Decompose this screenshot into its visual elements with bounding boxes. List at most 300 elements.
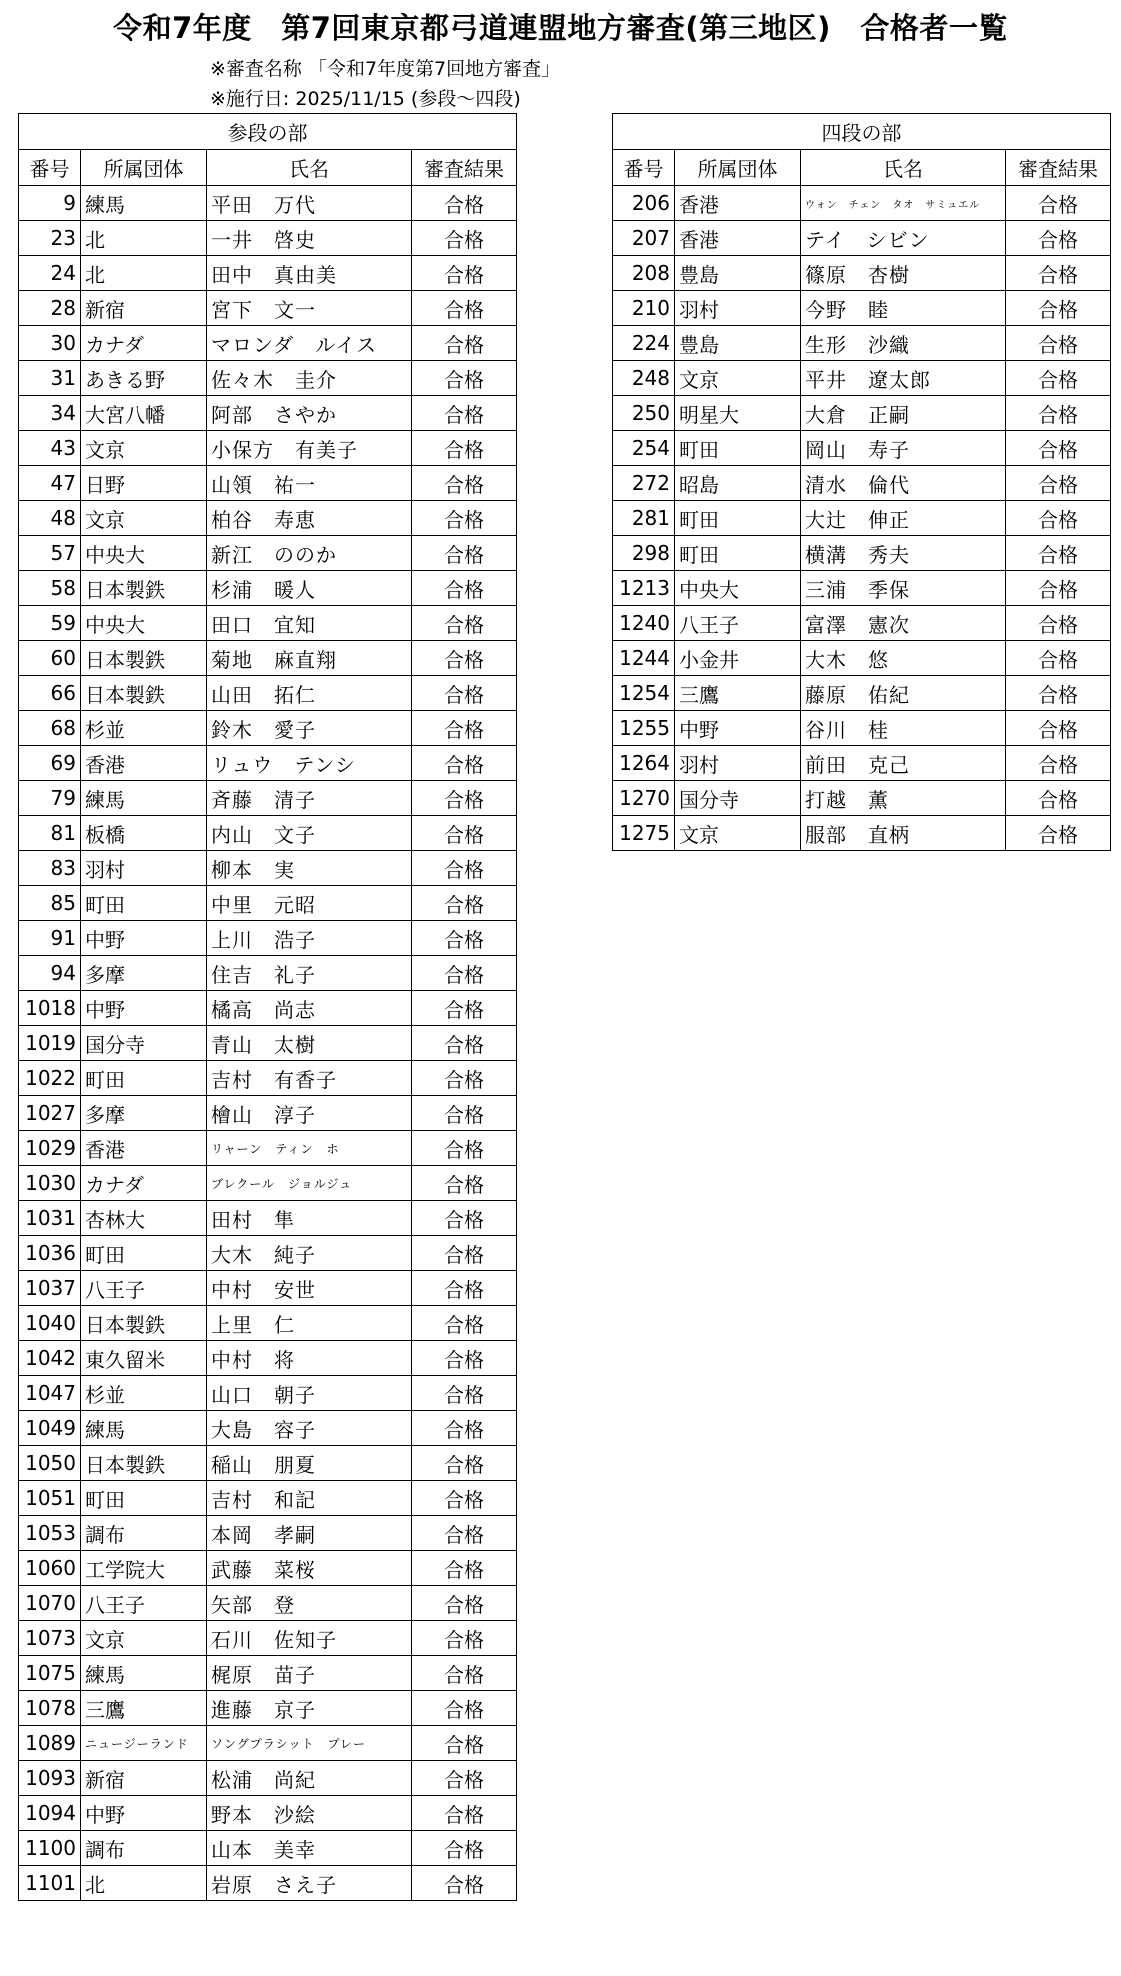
entry-number: 1270 (613, 781, 675, 816)
organization: 新宿 (81, 291, 207, 326)
entry-number: 1075 (19, 1656, 81, 1691)
exam-result: 合格 (1006, 746, 1111, 781)
table-row (19, 1341, 517, 1376)
entry-number: 43 (19, 431, 81, 466)
table-row (19, 431, 517, 466)
organization: 北 (81, 1866, 207, 1901)
entry-number: 69 (19, 746, 81, 781)
table-row (19, 1376, 517, 1411)
exam-result: 合格 (1006, 186, 1111, 221)
entry-number: 210 (613, 291, 675, 326)
organization: 杏林大 (81, 1201, 207, 1236)
section-title-row (19, 114, 517, 150)
exam-result: 合格 (1006, 816, 1111, 851)
column-header: 所属団体 (675, 150, 801, 186)
organization: 北 (81, 256, 207, 291)
organization: 八王子 (81, 1271, 207, 1306)
table-row (19, 1131, 517, 1166)
organization: 町田 (81, 1061, 207, 1096)
organization: 豊島 (675, 326, 801, 361)
table-row (19, 1551, 517, 1586)
table-row (19, 1236, 517, 1271)
member-name: 梶原 苗子 (207, 1656, 412, 1691)
member-name: 上里 仁 (207, 1306, 412, 1341)
table-row (19, 676, 517, 711)
entry-number: 81 (19, 816, 81, 851)
table-row (19, 641, 517, 676)
table-row (613, 291, 1111, 326)
exam-result: 合格 (412, 1656, 517, 1691)
organization: 文京 (81, 1621, 207, 1656)
column-header: 番号 (19, 150, 81, 186)
organization: 羽村 (81, 851, 207, 886)
table-row (19, 1586, 517, 1621)
exam-result: 合格 (412, 1516, 517, 1551)
organization: 日本製鉄 (81, 571, 207, 606)
table-row (613, 256, 1111, 291)
member-name: 橘高 尚志 (207, 991, 412, 1026)
entry-number: 1037 (19, 1271, 81, 1306)
member-name: 鈴木 愛子 (207, 711, 412, 746)
exam-result: 合格 (1006, 466, 1111, 501)
exam-result: 合格 (1006, 501, 1111, 536)
member-name: 山田 拓仁 (207, 676, 412, 711)
member-name: 檜山 淳子 (207, 1096, 412, 1131)
member-name: 宮下 文一 (207, 291, 412, 326)
member-name: 中里 元昭 (207, 886, 412, 921)
exam-result: 合格 (412, 921, 517, 956)
member-name: リュウ テンシ (207, 746, 412, 781)
table-row (613, 536, 1111, 571)
organization: 中央大 (675, 571, 801, 606)
exam-result: 合格 (412, 1376, 517, 1411)
entry-number: 23 (19, 221, 81, 256)
entry-number: 91 (19, 921, 81, 956)
organization: あきる野 (81, 361, 207, 396)
exam-result: 合格 (1006, 676, 1111, 711)
entry-number: 224 (613, 326, 675, 361)
entry-number: 1213 (613, 571, 675, 606)
exam-result: 合格 (412, 1271, 517, 1306)
organization: 国分寺 (675, 781, 801, 816)
table-row (19, 466, 517, 501)
organization: 香港 (675, 186, 801, 221)
sandan-results-table (18, 113, 517, 1901)
organization: ニュージーランド (81, 1726, 207, 1761)
table-row (19, 256, 517, 291)
member-name: 上川 浩子 (207, 921, 412, 956)
organization: 町田 (81, 1236, 207, 1271)
exam-result: 合格 (412, 536, 517, 571)
table-row (19, 326, 517, 361)
table-row (613, 781, 1111, 816)
organization: 中野 (675, 711, 801, 746)
section-title: 参段の部 (19, 114, 517, 150)
table-row (19, 606, 517, 641)
table-row (19, 781, 517, 816)
organization: 町田 (675, 536, 801, 571)
exam-result: 合格 (1006, 221, 1111, 256)
exam-result: 合格 (1006, 711, 1111, 746)
organization: 新宿 (81, 1761, 207, 1796)
exam-result: 合格 (412, 1236, 517, 1271)
member-name: 今野 睦 (801, 291, 1006, 326)
entry-number: 1042 (19, 1341, 81, 1376)
section-title: 四段の部 (613, 114, 1111, 150)
entry-number: 48 (19, 501, 81, 536)
entry-number: 250 (613, 396, 675, 431)
entry-number: 1073 (19, 1621, 81, 1656)
organization: 町田 (675, 501, 801, 536)
exam-result: 合格 (412, 1096, 517, 1131)
entry-number: 9 (19, 186, 81, 221)
entry-number: 1027 (19, 1096, 81, 1131)
member-name: 中村 安世 (207, 1271, 412, 1306)
table-row (19, 1481, 517, 1516)
member-name: 矢部 登 (207, 1586, 412, 1621)
table-row (19, 186, 517, 221)
exam-result: 合格 (1006, 326, 1111, 361)
table-row (613, 746, 1111, 781)
entry-number: 68 (19, 711, 81, 746)
entry-number: 1047 (19, 1376, 81, 1411)
member-name: マロンダ ルイス (207, 326, 412, 361)
exam-result: 合格 (412, 326, 517, 361)
entry-number: 1040 (19, 1306, 81, 1341)
table-row (19, 956, 517, 991)
organization: カナダ (81, 326, 207, 361)
table-row (19, 1446, 517, 1481)
table-row (19, 1271, 517, 1306)
organization: 三鷹 (675, 676, 801, 711)
member-name: 大辻 伸正 (801, 501, 1006, 536)
exam-result: 合格 (412, 1621, 517, 1656)
member-name: 岡山 寿子 (801, 431, 1006, 466)
entry-number: 1100 (19, 1831, 81, 1866)
member-name: 大木 悠 (801, 641, 1006, 676)
entry-number: 206 (613, 186, 675, 221)
exam-result: 合格 (412, 361, 517, 396)
member-name: 藤原 佑紀 (801, 676, 1006, 711)
table-row (19, 1691, 517, 1726)
table-row (613, 396, 1111, 431)
entry-number: 1255 (613, 711, 675, 746)
exam-result: 合格 (412, 641, 517, 676)
organization: 文京 (675, 361, 801, 396)
table-row (19, 1866, 517, 1901)
exam-result: 合格 (412, 1061, 517, 1096)
entry-number: 1049 (19, 1411, 81, 1446)
exam-result: 合格 (412, 1586, 517, 1621)
table-row (19, 571, 517, 606)
entry-number: 1051 (19, 1481, 81, 1516)
exam-result: 合格 (1006, 256, 1111, 291)
exam-result: 合格 (1006, 641, 1111, 676)
exam-result: 合格 (1006, 781, 1111, 816)
member-name: 田村 隼 (207, 1201, 412, 1236)
organization: 町田 (675, 431, 801, 466)
column-header: 氏名 (801, 150, 1006, 186)
column-header: 審査結果 (412, 150, 517, 186)
entry-number: 1275 (613, 816, 675, 851)
organization: 中央大 (81, 606, 207, 641)
exam-result: 合格 (412, 1341, 517, 1376)
member-name: 本岡 孝嗣 (207, 1516, 412, 1551)
entry-number: 207 (613, 221, 675, 256)
organization: 国分寺 (81, 1026, 207, 1061)
member-name: 稲山 朋夏 (207, 1446, 412, 1481)
organization: 中野 (81, 1796, 207, 1831)
member-name: 岩原 さえ子 (207, 1866, 412, 1901)
exam-result: 合格 (412, 1306, 517, 1341)
member-name: 青山 太樹 (207, 1026, 412, 1061)
exam-result: 合格 (1006, 606, 1111, 641)
table-row (19, 1621, 517, 1656)
member-name: 進藤 京子 (207, 1691, 412, 1726)
organization: 練馬 (81, 781, 207, 816)
table-row (613, 501, 1111, 536)
member-name: 大島 容子 (207, 1411, 412, 1446)
exam-result: 合格 (412, 746, 517, 781)
column-header: 所属団体 (81, 150, 207, 186)
entry-number: 59 (19, 606, 81, 641)
entry-number: 298 (613, 536, 675, 571)
exam-result: 合格 (412, 1481, 517, 1516)
member-name: 柳本 実 (207, 851, 412, 886)
member-name: 山口 朝子 (207, 1376, 412, 1411)
exam-result: 合格 (412, 291, 517, 326)
table-row (613, 431, 1111, 466)
organization: 日本製鉄 (81, 1446, 207, 1481)
exam-result: 合格 (412, 1726, 517, 1761)
member-name: 打越 薫 (801, 781, 1006, 816)
table-row (19, 1061, 517, 1096)
member-name: 前田 克己 (801, 746, 1006, 781)
organization: 工学院大 (81, 1551, 207, 1586)
entry-number: 24 (19, 256, 81, 291)
member-name: 野本 沙絵 (207, 1796, 412, 1831)
entry-number: 281 (613, 501, 675, 536)
table-row (613, 606, 1111, 641)
exam-result: 合格 (1006, 536, 1111, 571)
entry-number: 1240 (613, 606, 675, 641)
entry-number: 66 (19, 676, 81, 711)
entry-number: 1036 (19, 1236, 81, 1271)
entry-number: 1060 (19, 1551, 81, 1586)
table-row (19, 1726, 517, 1761)
entry-number: 1053 (19, 1516, 81, 1551)
organization: 町田 (81, 1481, 207, 1516)
header-row (613, 150, 1111, 186)
member-name: 小保方 有美子 (207, 431, 412, 466)
entry-number: 1089 (19, 1726, 81, 1761)
entry-number: 28 (19, 291, 81, 326)
member-name: ブレクール ジョルジュ (207, 1166, 412, 1201)
table-row (19, 1761, 517, 1796)
table-row (19, 221, 517, 256)
entry-number: 1078 (19, 1691, 81, 1726)
organization: 多摩 (81, 956, 207, 991)
organization: 大宮八幡 (81, 396, 207, 431)
exam-result: 合格 (1006, 361, 1111, 396)
entry-number: 1264 (613, 746, 675, 781)
exam-result: 合格 (412, 571, 517, 606)
table-row (613, 186, 1111, 221)
exam-result: 合格 (412, 1866, 517, 1901)
table-row (19, 1096, 517, 1131)
entry-number: 1244 (613, 641, 675, 676)
table-row (19, 921, 517, 956)
table-row (19, 536, 517, 571)
member-name: 佐々木 圭介 (207, 361, 412, 396)
exam-result: 合格 (412, 186, 517, 221)
exam-result: 合格 (412, 1166, 517, 1201)
member-name: 大木 純子 (207, 1236, 412, 1271)
entry-number: 34 (19, 396, 81, 431)
organization: 北 (81, 221, 207, 256)
organization: 三鷹 (81, 1691, 207, 1726)
entry-number: 94 (19, 956, 81, 991)
exam-result: 合格 (412, 256, 517, 291)
entry-number: 1254 (613, 676, 675, 711)
entry-number: 58 (19, 571, 81, 606)
entry-number: 1050 (19, 1446, 81, 1481)
table-row (19, 886, 517, 921)
entry-number: 1022 (19, 1061, 81, 1096)
exam-result: 合格 (412, 991, 517, 1026)
entry-number: 1018 (19, 991, 81, 1026)
exam-result: 合格 (412, 1691, 517, 1726)
section-title-row (613, 114, 1111, 150)
table-row (19, 1831, 517, 1866)
column-header: 審査結果 (1006, 150, 1111, 186)
entry-number: 254 (613, 431, 675, 466)
member-name: ソングプラシット プレー (207, 1726, 412, 1761)
organization: 小金井 (675, 641, 801, 676)
exam-result: 合格 (412, 501, 517, 536)
organization: 香港 (675, 221, 801, 256)
exam-result: 合格 (412, 221, 517, 256)
organization: 羽村 (675, 746, 801, 781)
entry-number: 79 (19, 781, 81, 816)
exam-result: 合格 (412, 816, 517, 851)
exam-result: 合格 (412, 396, 517, 431)
member-name: 武藤 菜桜 (207, 1551, 412, 1586)
exam-result: 合格 (412, 956, 517, 991)
organization: 調布 (81, 1516, 207, 1551)
organization: 練馬 (81, 1411, 207, 1446)
exam-result: 合格 (412, 1796, 517, 1831)
table-row (19, 816, 517, 851)
member-name: 松浦 尚紀 (207, 1761, 412, 1796)
page-title: 令和7年度 第7回東京都弓道連盟地方審査(第三地区) 合格者一覧 (113, 11, 1008, 45)
table-row (613, 641, 1111, 676)
entry-number: 1093 (19, 1761, 81, 1796)
exam-result: 合格 (412, 711, 517, 746)
organization: 文京 (675, 816, 801, 851)
organization: 香港 (81, 746, 207, 781)
organization: 文京 (81, 431, 207, 466)
table-row (19, 291, 517, 326)
organization: 香港 (81, 1131, 207, 1166)
member-name: 吉村 和記 (207, 1481, 412, 1516)
organization: 八王子 (81, 1586, 207, 1621)
member-name: テイ シビン (801, 221, 1006, 256)
table-row (613, 676, 1111, 711)
exam-result: 合格 (412, 676, 517, 711)
table-row (19, 746, 517, 781)
member-name: 斉藤 清子 (207, 781, 412, 816)
table-row (613, 466, 1111, 501)
member-name: 生形 沙織 (801, 326, 1006, 361)
member-name: 大倉 正嗣 (801, 396, 1006, 431)
member-name: リャーン ティン ホ (207, 1131, 412, 1166)
table-row (613, 221, 1111, 256)
organization: 町田 (81, 886, 207, 921)
table-row (613, 816, 1111, 851)
organization: 日本製鉄 (81, 676, 207, 711)
organization: 板橋 (81, 816, 207, 851)
entry-number: 1019 (19, 1026, 81, 1061)
member-name: 阿部 さやか (207, 396, 412, 431)
member-name: 住吉 礼子 (207, 956, 412, 991)
member-name: 三浦 季保 (801, 571, 1006, 606)
member-name: 山領 祐一 (207, 466, 412, 501)
exam-result: 合格 (412, 781, 517, 816)
member-name: 篠原 杏樹 (801, 256, 1006, 291)
exam-result: 合格 (1006, 431, 1111, 466)
organization: 明星大 (675, 396, 801, 431)
header-row (19, 150, 517, 186)
exam-result: 合格 (412, 1201, 517, 1236)
table-row (19, 711, 517, 746)
member-name: 中村 将 (207, 1341, 412, 1376)
exam-result: 合格 (412, 1831, 517, 1866)
exam-result: 合格 (412, 1446, 517, 1481)
organization: 東久留米 (81, 1341, 207, 1376)
member-name: 柏谷 寿恵 (207, 501, 412, 536)
exam-result: 合格 (412, 1761, 517, 1796)
organization: 杉並 (81, 1376, 207, 1411)
member-name: 内山 文子 (207, 816, 412, 851)
table-row (613, 361, 1111, 396)
member-name: 田中 真由美 (207, 256, 412, 291)
exam-result: 合格 (412, 1026, 517, 1061)
exam-result: 合格 (412, 851, 517, 886)
exam-result: 合格 (412, 1411, 517, 1446)
entry-number: 272 (613, 466, 675, 501)
entry-number: 31 (19, 361, 81, 396)
organization: 多摩 (81, 1096, 207, 1131)
organization: 中央大 (81, 536, 207, 571)
organization: 文京 (81, 501, 207, 536)
organization: 日本製鉄 (81, 641, 207, 676)
organization: 練馬 (81, 1656, 207, 1691)
entry-number: 83 (19, 851, 81, 886)
organization: 日本製鉄 (81, 1306, 207, 1341)
table-row (19, 1656, 517, 1691)
exam-date-note: ※施行日: 2025/11/15 (参段〜四段) (210, 88, 521, 110)
exam-name-note: ※審査名称 「令和7年度第7回地方審査」 (210, 58, 561, 80)
column-header: 番号 (613, 150, 675, 186)
member-name: 田口 宜知 (207, 606, 412, 641)
table-row (19, 396, 517, 431)
exam-result: 合格 (412, 606, 517, 641)
entry-number: 1030 (19, 1166, 81, 1201)
table-row (19, 851, 517, 886)
organization: 日野 (81, 466, 207, 501)
organization: 調布 (81, 1831, 207, 1866)
